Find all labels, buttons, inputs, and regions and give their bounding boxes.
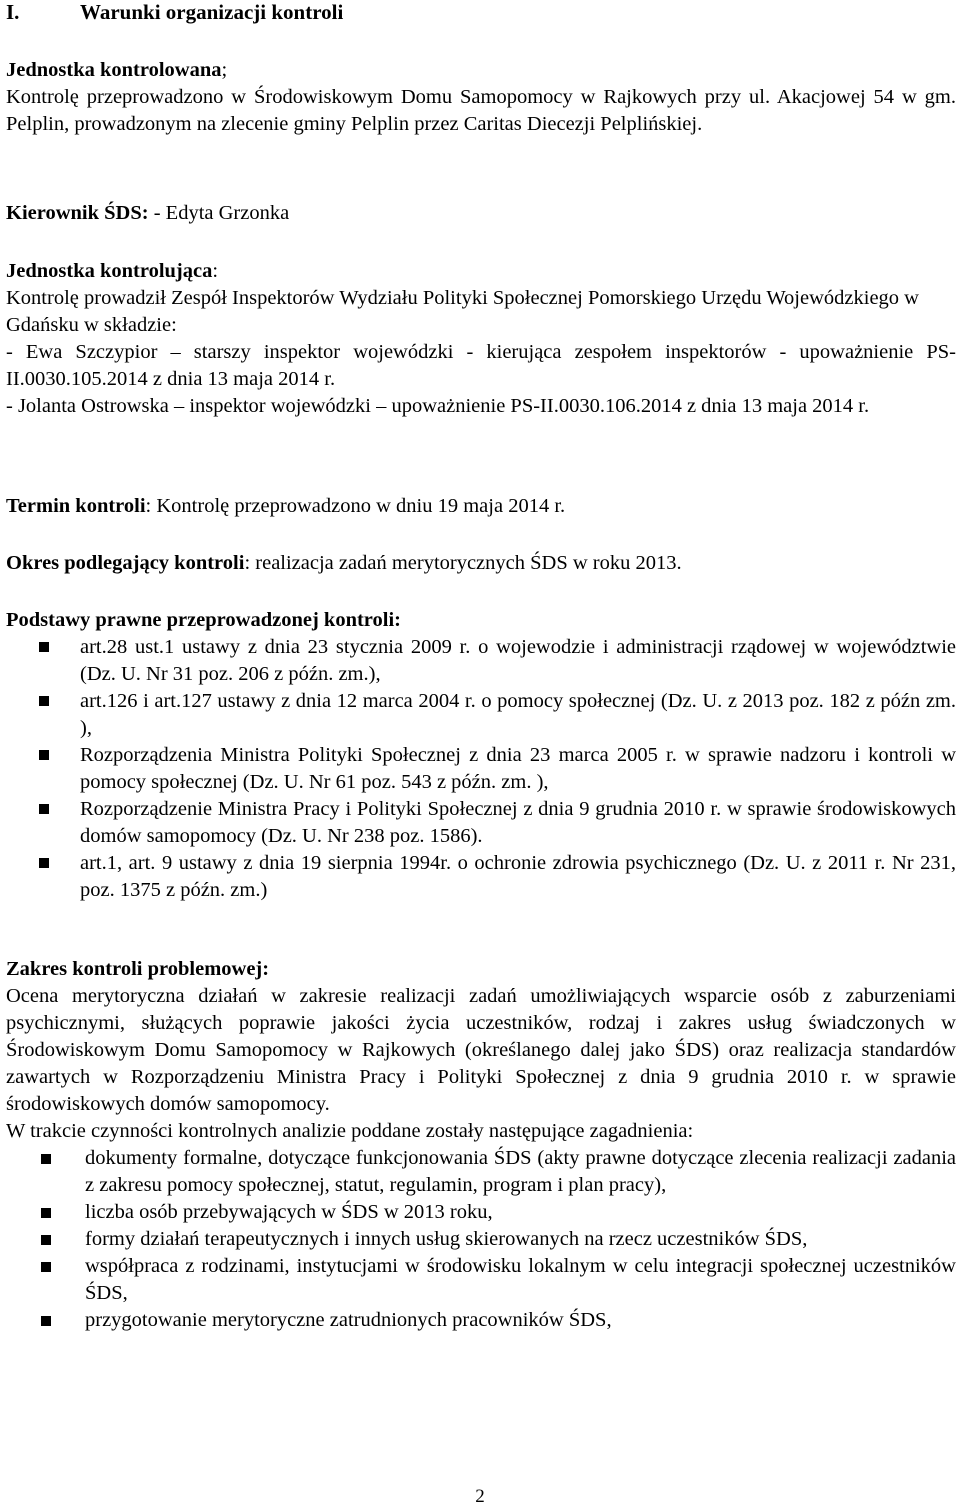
controlling-unit-intro: Kontrolę prowadził Zespół Inspektorów Wydziału Polityki Społecznej Pomorskiego Urzędu Wojewódzkiego w Gdańsku w składzie: [6,287,919,336]
legal-basis-block [6,607,956,904]
list-item: art.1, art. 9 ustawy z dnia 19 sierpnia 1994r. o ochronie zdrowia psychicznego (Dz. U. z 2011 r. Nr 231, poz. 1375 z późn. zm.) [6,850,956,904]
list-item: dokumenty formalne, dotyczące funkcjonowania ŚDS (akty prawne dotyczące zlecenia realizacji zadania z zakresu pomocy społecznej, statut, regulamin, program i plan pracy), [6,1145,956,1199]
scope-block [6,956,956,1334]
legal-basis-heading: Podstawy prawne przeprowadzonej kontroli: [6,609,401,631]
scope-intro: W trakcie czynności kontrolnych analizie poddane zostały następujące zagadnienia: [6,1120,694,1142]
controlling-unit-block [6,258,956,420]
manager-line [6,200,956,227]
page-number: 2 [475,1486,485,1507]
term-label: Termin kontroli [6,495,146,517]
list-item: Rozporządzenia Ministra Polityki Społecznej z dnia 23 marca 2005 r. w sprawie nadzoru i kontroli w pomocy społecznej (Dz. U. Nr 61 poz. 543 z późn. zm. ), [6,742,956,796]
legal-basis-list [6,634,956,904]
controlled-unit-heading: Jednostka kontrolowana; [6,59,228,81]
scope-heading: Zakres kontroli problemowej: [6,958,270,980]
section-title: Warunki organizacji kontroli [80,0,344,24]
manager-value: - Edyta Grzonka [153,202,290,224]
period-value: realizacja zadań merytorycznych ŚDS w roku 2013. [255,552,682,574]
controlled-unit-text: Kontrolę przeprowadzono w Środowiskowym Domu Samopomocy w Rajkowych przy ul. Akacjowej 54 w gm. Pelplin, prowadzonym na zlecenie gminy Pelplin przez Caritas Diecezji Pelplińskiej. [6,86,956,135]
list-item: współpraca z rodzinami, instytucjami w środowisku lokalnym w celu integracji społecznej uczestników ŚDS, [6,1253,956,1307]
list-item: formy działań terapeutycznych i innych usług skierowanych na rzecz uczestników ŚDS, [6,1226,956,1253]
scope-list [6,1145,956,1334]
list-item: liczba osób przebywających w ŚDS w 2013 roku, [6,1199,956,1226]
section-heading [6,0,343,25]
list-item: art.28 ust.1 ustawy z dnia 23 stycznia 2009 r. o wojewodzie i administracji rządowej w województwie (Dz. U. Nr 31 poz. 206 z późn. zm.), [6,634,956,688]
controlling-unit-heading: Jednostka kontrolująca: [6,260,219,282]
term-line: Termin kontroli: Kontrolę przeprowadzono w dniu 19 maja 2014 r. [6,495,566,517]
list-item: przygotowanie merytoryczne zatrudnionych pracowników ŚDS, [6,1307,956,1334]
list-item: art.126 i art.127 ustawy z dnia 12 marca 2004 r. o pomocy społecznej (Dz. U. z 2013 poz. 182 z późn zm. ), [6,688,956,742]
list-item: Rozporządzenie Ministra Pracy i Polityki Społecznej z dnia 9 grudnia 2010 r. w sprawie środowiskowych domów samopomocy (Dz. U. Nr 238 poz. 1586). [6,796,956,850]
team-member-2: - Jolanta Ostrowska – inspektor wojewódzki – upoważnienie PS-II.0030.106.2014 z dnia 13 maja 2014 r. [6,395,870,417]
term-value: Kontrolę przeprowadzono w dniu 19 maja 2014 r. [156,495,566,517]
scope-text: Ocena merytoryczna działań w zakresie realizacji zadań umożliwiających wsparcie osób z zaburzeniami psychicznymi, służących poprawie jakości życia uczestników, rodzaj i zakres usług świadczonych w Środowiskowym Domu Samopomocy w Rajkowych (określanego dalej jako ŚDS) oraz realizacja standardów zawartych w Rozporządzeniu Ministra Pracy i Polityki Społecznej z dnia 9 grudnia 2010 r. w sprawie środowiskowych domów samopomocy. [6,985,956,1115]
team-member-1: - Ewa Szczypior – starszy inspektor wojewódzki - kierująca zespołem inspektorów - upoważnienie PS-II.0030.105.2014 z dnia 13 maja 2014 r. [6,341,956,390]
manager-label: Kierownik ŚDS: [6,202,149,224]
section-number: I. [6,0,20,24]
period-label: Okres podlegający kontroli [6,552,245,574]
period-line: Okres podlegający kontroli: realizacja zadań merytorycznych ŚDS w roku 2013. [6,552,682,574]
controlled-unit-block [6,57,956,138]
